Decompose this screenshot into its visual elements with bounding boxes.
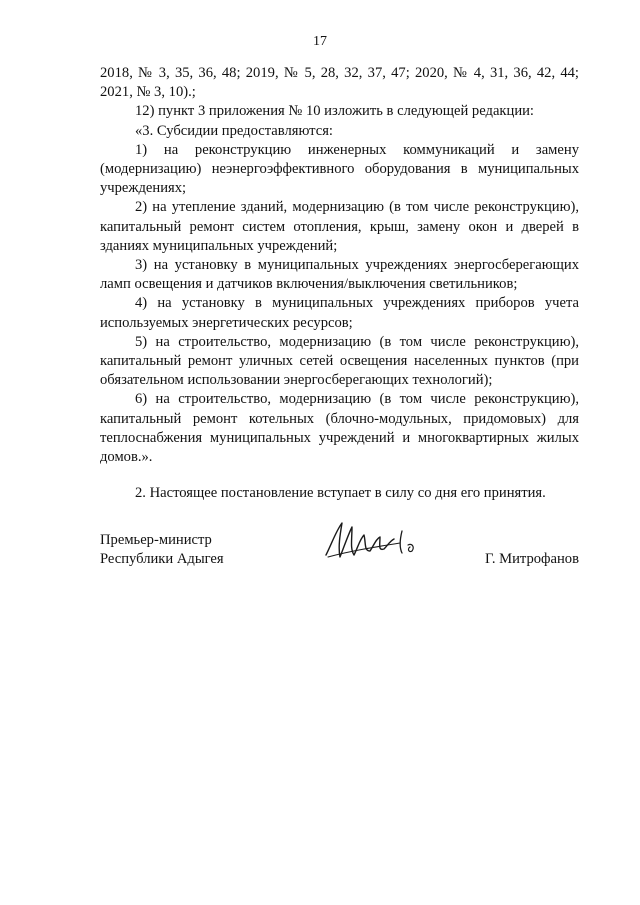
paragraph-subsidy-3: 3) на установку в муниципальных учреждениях энергосберегающих ламп освещения и датчиков включения/выключения светильников;: [100, 257, 579, 293]
paragraph-subsidies-intro: «3. Субсидии предоставляются:: [135, 122, 333, 139]
page-number: 17: [313, 34, 327, 49]
signatory-title: [100, 531, 224, 569]
signature-block: [100, 531, 579, 571]
paragraph-subsidy-6: 6) на строительство, модернизацию (в том числе реконструкцию), капитальный ремонт котельных (блочно-модульных, придомовых) для теплоснабжения муниципальных учреждений и многоквартирных жилых домов.».: [100, 391, 579, 466]
signatory-title-line1: Премьер-министр: [100, 532, 212, 548]
paragraph-item-12: 12) пункт 3 приложения № 10 изложить в следующей редакции:: [135, 103, 534, 120]
signatory-title-line2: Республики Адыгея: [100, 551, 224, 568]
handwritten-signature-icon: [320, 517, 420, 563]
signatory-name: Г. Митрофанов: [485, 551, 579, 567]
paragraph-subsidy-1: 1) на реконструкцию инженерных коммуникаций и замену (модернизацию) неэнергоэффективного оборудования в муниципальных учреждениях;: [100, 141, 579, 197]
paragraph-subsidy-2: 2) на утепление зданий, модернизацию (в том числе реконструкцию), капитальный ремонт систем отопления, крыш, замену окон и дверей в зданиях муниципальных учреждений;: [100, 199, 579, 254]
paragraph-effective-date: 2. Настоящее постановление вступает в силу со дня его принятия.: [135, 485, 546, 502]
paragraph-subsidy-5: 5) на строительство, модернизацию (в том числе реконструкцию), капитальный ремонт уличных сетей освещения населенных пунктов (при обязательном использовании энергосберегающих технологий);: [100, 333, 579, 389]
document-body: [100, 64, 579, 503]
paragraph-subsidy-4: 4) на установку в муниципальных учреждениях приборов учета используемых энергетических ресурсов;: [100, 295, 579, 331]
paragraph-amendment-references: 2018, № 3, 35, 36, 48; 2019, № 5, 28, 32, 37, 47; 2020, № 4, 31, 36, 42, 44; 2021, № 3, 10).;: [100, 65, 579, 101]
